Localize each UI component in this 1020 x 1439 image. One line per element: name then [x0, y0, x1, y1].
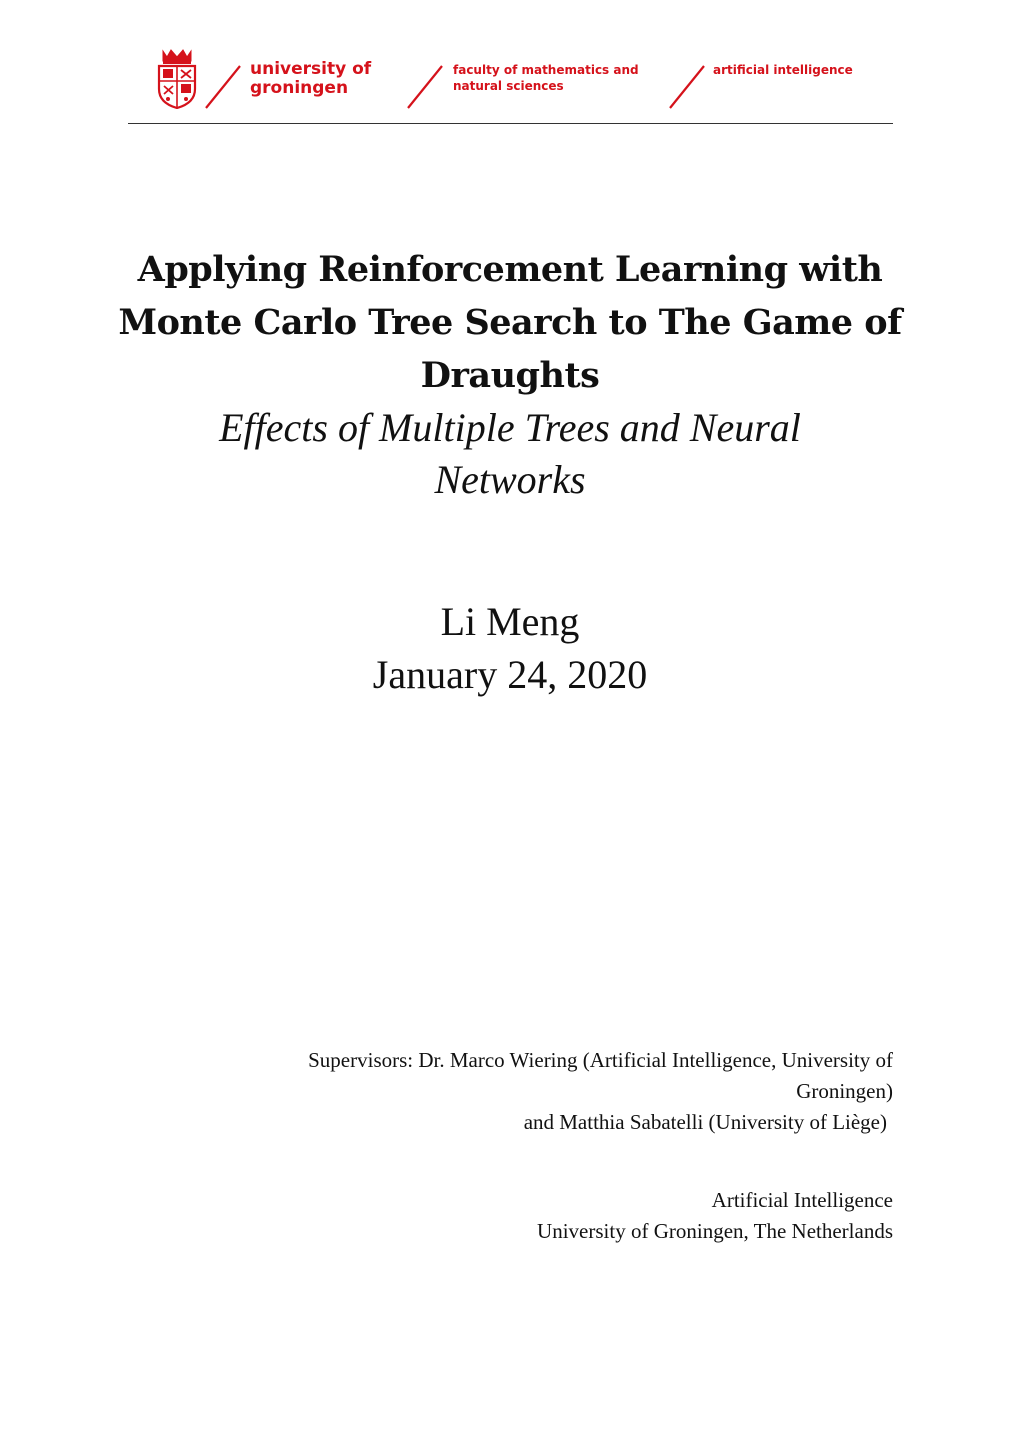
title-block [110, 243, 910, 506]
supervisors-line-3: and Matthia Sabatelli (University of Liège) [523, 1110, 887, 1134]
divider-slash-icon [667, 64, 707, 110]
subtitle-line-1: Effects of Multiple Trees and Neural [219, 405, 801, 450]
affiliation-line-2: University of Groningen, The Netherlands [537, 1219, 893, 1243]
faculty-name-line1: faculty of mathematics and [453, 63, 639, 77]
department-name [713, 62, 853, 78]
university-name-line1: university of [250, 59, 372, 79]
supervisors-line-2: Groningen) [796, 1079, 893, 1103]
department-name-line: artificial intelligence [713, 63, 853, 77]
university-name-line2: groningen [250, 78, 349, 98]
subtitle-line-2: Networks [434, 457, 586, 502]
header-rule [128, 123, 893, 124]
university-crest-icon [157, 47, 197, 109]
supervisors-line-1: Supervisors: Dr. Marco Wiering (Artificial Intelligence, University of [308, 1048, 893, 1072]
publication-date: January 24, 2020 [372, 652, 648, 697]
affiliation-line-1: Artificial Intelligence [711, 1188, 893, 1212]
faculty-name-line2: natural sciences [453, 79, 564, 93]
title-line-1: Applying Reinforcement Learning with [137, 249, 883, 290]
faculty-name [453, 62, 639, 94]
author-name: Li Meng [440, 599, 580, 644]
divider-slash-icon [405, 64, 445, 110]
title-line-3: Draughts [420, 355, 600, 396]
divider-slash-icon [203, 64, 243, 110]
affiliation-block [537, 1185, 893, 1247]
supervisors-block [308, 1045, 893, 1138]
author-block [110, 595, 910, 701]
university-name [250, 60, 371, 98]
logo-header [0, 0, 1020, 130]
title-line-2: Monte Carlo Tree Search to The Game of [118, 302, 902, 343]
